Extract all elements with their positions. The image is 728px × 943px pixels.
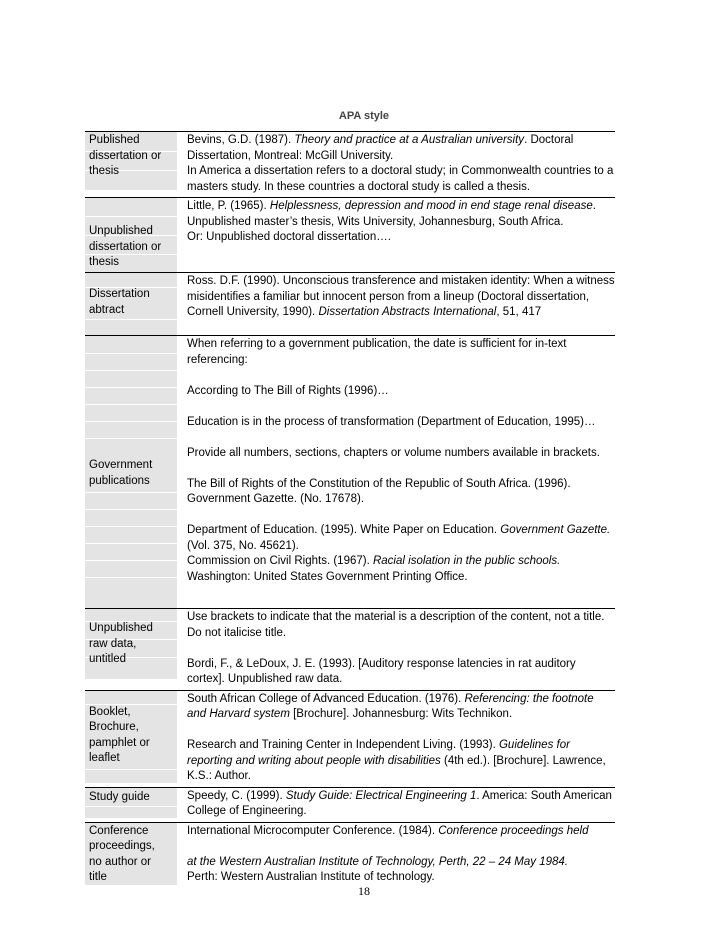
reference-line: at the Western Australian Institute of Technology, Perth, 22 – 24 May 1984. bbox=[187, 855, 569, 868]
note-line: In America a dissertation refers to a doctoral study; in Commonwealth countries to a masters study. In these countries a doctoral study is called a thesis. bbox=[187, 165, 614, 193]
row-label bbox=[85, 273, 177, 335]
row-label bbox=[85, 198, 177, 272]
text-line: Education is in the process of transformation (Department of Education, 1995)… bbox=[187, 415, 596, 428]
table-row bbox=[85, 691, 615, 788]
row-label-text: Study guide bbox=[89, 790, 150, 803]
note-line: Or: Unpublished doctoral dissertation…. bbox=[187, 231, 391, 243]
row-label-text: Published dissertation or thesis bbox=[89, 134, 162, 177]
page-number: 18 bbox=[358, 884, 370, 898]
reference-line: Bevins, G.D. (1987). Theory and practice at a Australian university. Doctoral Dissertation, Montreal: McGill University. bbox=[187, 134, 574, 162]
row-label-text: Unpublished raw data, untitled bbox=[89, 622, 153, 665]
reference-line: Perth: Western Australian Institute of technology. bbox=[187, 871, 435, 883]
table-row bbox=[85, 273, 615, 336]
reference-line: Speedy, C. (1999). Study Guide: Electrical Engineering 1. America: South American College of Engineering. bbox=[187, 789, 612, 817]
row-content bbox=[177, 336, 615, 608]
reference-line: The Bill of Rights of the Constitution of the Republic of South Africa. (1996). Government Gazette. (No. 17678). bbox=[187, 477, 571, 505]
row-label-text: Dissertation abtract bbox=[89, 288, 150, 316]
text-line: Use brackets to indicate that the material is a description of the content, not a title. Do not italicise title. bbox=[187, 611, 605, 639]
page-title: APA style bbox=[338, 110, 390, 122]
reference-line: Commission on Civil Rights. (1967). Racial isolation in the public schools. Washington: United States Government Printing Office. bbox=[187, 555, 561, 583]
row-label bbox=[85, 609, 177, 679]
row-content bbox=[177, 132, 615, 197]
apa-reference-table bbox=[85, 131, 615, 888]
table-row bbox=[85, 198, 615, 273]
table-row bbox=[85, 788, 615, 823]
row-content bbox=[177, 691, 615, 787]
table-row bbox=[85, 823, 615, 888]
reference-line: Ross. D.F. (1990). Unconscious transference and mistaken identity: When a witness misidentifies a familiar but innocent person from a lineup (Doctoral dissertation, Cornell University, 1990). Dissertation Abstracts International, 51, 417 bbox=[187, 275, 615, 318]
row-content bbox=[177, 609, 615, 690]
row-label bbox=[85, 336, 177, 608]
row-content bbox=[177, 823, 615, 888]
row-label-text: Government publications bbox=[89, 459, 153, 487]
text-line: When referring to a government publication, the date is sufficient for in-text referencing: bbox=[187, 338, 567, 366]
row-label-text: Unpublished dissertation or thesis bbox=[89, 225, 162, 268]
row-label bbox=[85, 132, 177, 190]
text-line: According to The Bill of Rights (1996)… bbox=[187, 384, 389, 397]
row-content bbox=[177, 788, 615, 822]
reference-line: International Microcomputer Conference. (1984). Conference proceedings held bbox=[187, 824, 589, 837]
row-content bbox=[177, 273, 615, 335]
row-content bbox=[177, 198, 615, 272]
table-row bbox=[85, 336, 615, 609]
table-row bbox=[85, 609, 615, 691]
row-label bbox=[85, 788, 177, 818]
row-label bbox=[85, 823, 177, 885]
table-row bbox=[85, 132, 615, 198]
reference-line: South African College of Advanced Education. (1976). Referencing: the footnote and Harvard system [Brochure]. Johannesburg: Wits Technikon. bbox=[187, 692, 594, 720]
reference-line: Department of Education. (1995). White Paper on Education. Government Gazette. (Vol. 375, No. 45621). bbox=[187, 524, 611, 552]
reference-line: Bordi, F., & LeDoux, J. E. (1993). [Auditory response latencies in rat auditory cortex]. Unpublished raw data. bbox=[187, 657, 576, 685]
row-label bbox=[85, 691, 177, 783]
reference-line: Little, P. (1965). Helplessness, depression and mood in end stage renal disease. Unpublished master’s thesis, Wits University, Johannesburg, South Africa. bbox=[187, 200, 596, 228]
text-line: Provide all numbers, sections, chapters or volume numbers available in brackets. bbox=[187, 446, 600, 459]
reference-line: Research and Training Center in Independent Living. (1993). Guidelines for reporting and writing about people with disabilities (4th ed.). [Brochure]. Lawrence, K.S.: Author. bbox=[187, 739, 606, 782]
row-label-text: Booklet, Brochure, pamphlet or leaflet bbox=[89, 705, 150, 764]
row-label-text: Conference proceedings, no author or title bbox=[89, 824, 155, 883]
